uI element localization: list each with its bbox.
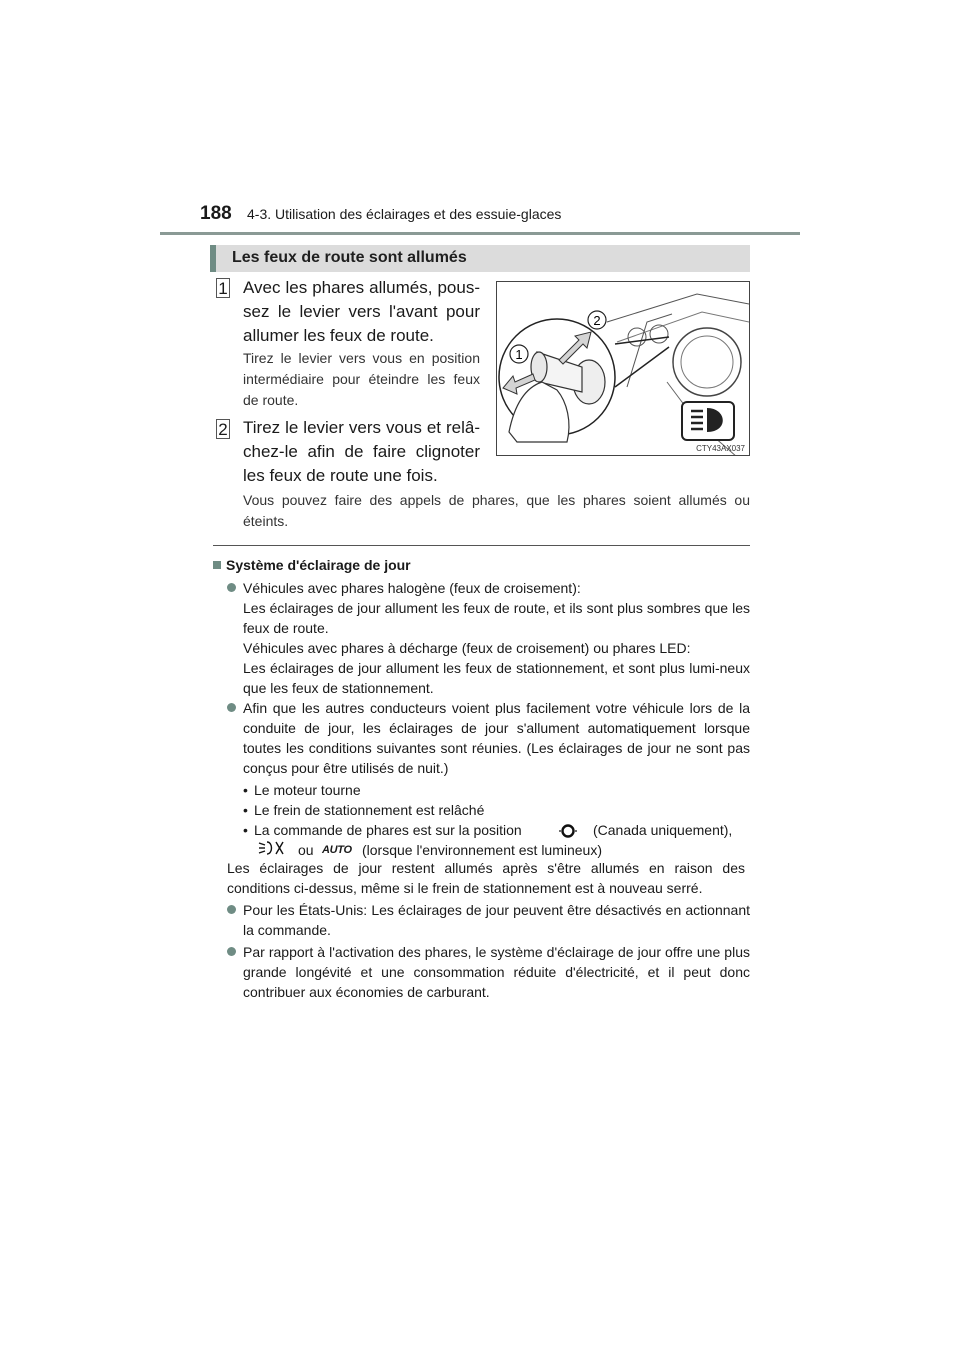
condition-marker: • — [243, 822, 248, 838]
header-divider — [160, 232, 800, 235]
condition-1: Le moteur tourne — [254, 782, 361, 798]
drl-bullet-4: Par rapport à l'activation des phares, le système d'éclairage de jour offre une plus grande longévité et une consommation réduite d'électricité, et il peut donc contribuer aux économies de carburant. — [243, 944, 750, 1000]
drl-heading — [213, 557, 411, 573]
callout-2: 2 — [593, 313, 601, 328]
step-2-note: Vous pouvez faire des appels de phares, que les phares soient allumés ou éteints. — [243, 492, 750, 529]
drl-bullet-1-line2: Les éclairages de jour allument les feux de route, et ils sont plus sombres que les feux de route. — [243, 600, 750, 636]
bullet-dot-icon — [227, 905, 236, 914]
step-1-number: 1 — [216, 278, 230, 298]
condition-marker: • — [243, 802, 248, 818]
drl-bullet-1-line3: Véhicules avec phares à décharge (feux de croisement) ou phares LED: — [243, 640, 691, 656]
heading-square-icon — [213, 561, 221, 569]
drl-heading-text: Système d'éclairage de jour — [226, 557, 411, 573]
callout-1: 1 — [515, 347, 523, 362]
drl-bullet-3: Pour les États-Unis: Les éclairages de jour peuvent être désactivés en actionnant la commande. — [243, 902, 750, 938]
headlight-lever-illustration — [496, 281, 750, 456]
auto-note: (lorsque l'environnement est lumineux) — [362, 842, 603, 858]
figure-code: CTY43AX037 — [696, 444, 745, 453]
bullet-dot-icon — [227, 703, 236, 712]
lever-drawing — [497, 282, 750, 456]
auto-position-icon: AUTO — [322, 844, 352, 856]
notes-divider — [213, 545, 750, 546]
page-number: 188 — [200, 203, 232, 224]
step-2-number: 2 — [216, 419, 230, 439]
step-1-note: Tirez le levier vers vous en position intermédiaire pour éteindre les feux de route. — [243, 350, 480, 408]
bullet-dot-icon — [227, 947, 236, 956]
or-text: ou — [298, 842, 314, 858]
drl-remain-text: Les éclairages de jour restent allumés après s'être allumés en raison des conditions ci-dessus, même si le frein de stationnement est à nouveau serré. — [227, 860, 745, 896]
condition-3: La commande de phares est sur la position — [254, 822, 522, 838]
drl-bullet-1-line4: Les éclairages de jour allument les feux de stationnement, et sont plus lumi-neux que les feux de stationnement. — [243, 660, 750, 696]
step-2-text: Tirez le levier vers vous et relâ-chez-le afin de faire clignoter les feux de route une fois. — [243, 418, 480, 485]
condition-2: Le frein de stationnement est relâché — [254, 802, 485, 818]
headlight-position-icon — [258, 840, 284, 856]
parking-light-position-icon — [558, 823, 578, 839]
drl-bullet-1 — [243, 578, 750, 698]
condition-marker: • — [243, 782, 248, 798]
section-title: Les feux de route sont allumés — [232, 249, 467, 266]
drl-bullet-2: Afin que les autres conducteurs voient plus facilement votre véhicule lors de la conduite de jour, les éclairages de jour s'allument automatiquement lorsque toutes les conditions suivantes sont réunies. (Les éclairages de jour ne sont pas conçus pour être utilisés de nuit.) — [243, 700, 750, 776]
bullet-dot-icon — [227, 583, 236, 592]
step-1-text: Avec les phares allumés, pous-sez le levier vers l'avant pour allumer les feux de route. — [243, 278, 480, 345]
section-heading-bar — [210, 245, 750, 272]
chapter-title: 4-3. Utilisation des éclairages et des essuie-glaces — [247, 206, 562, 222]
drl-bullet-1-line1: Véhicules avec phares halogène (feux de croisement): — [243, 580, 581, 596]
canada-only-text: (Canada uniquement), — [593, 822, 733, 838]
